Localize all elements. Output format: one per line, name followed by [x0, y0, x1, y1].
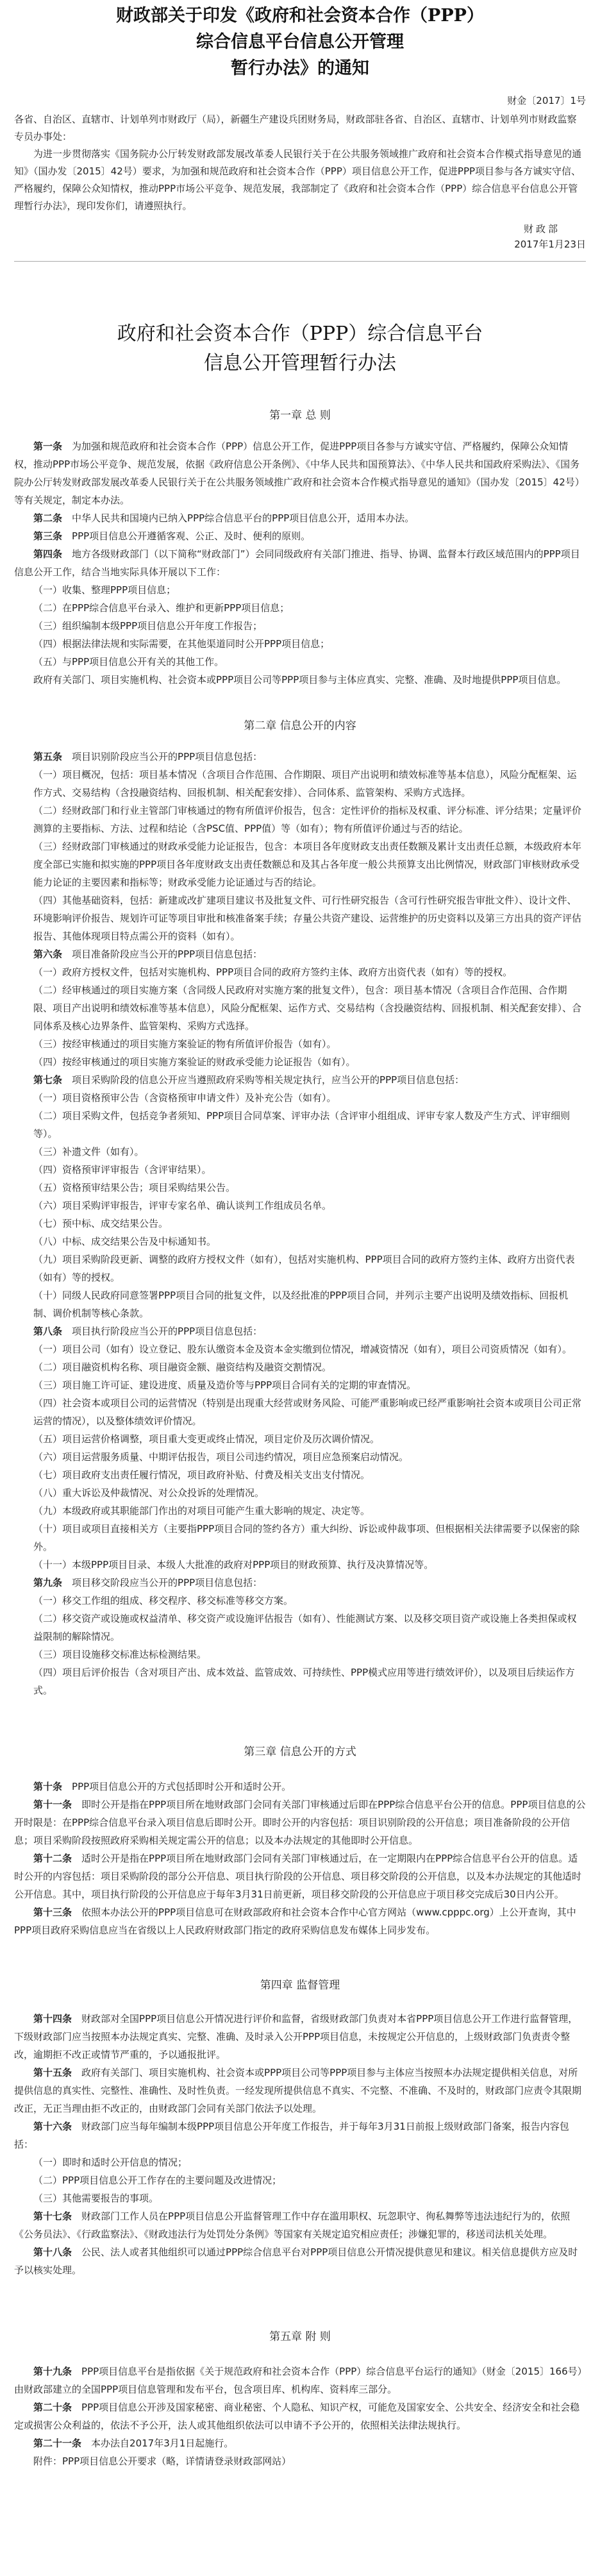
article-text: PPP项目信息平台是指依据《关于规范政府和社会资本合作（PPP）综合信息平台运行的通知》（财金〔2015〕166号）由财政部建立的全国PPP项目信息管理和发布平台，包含项目库、机构库、资料库三部分。	[14, 2366, 583, 2395]
article-paragraph	[14, 527, 586, 545]
notice-title-line: 财政部关于印发《政府和社会资本合作（PPP）	[116, 6, 484, 26]
list-item: （五）项目运营价格调整，项目重大变更或终止情况，项目定价及历次调价情况。	[33, 1433, 380, 1445]
list-item: （四）社会资本或项目公司的运营情况（特别是出现重大经营或财务风险、可能严重影响或已经严重影响社会资本或项目公司正常运营的情况），以及整体绩效评价情况。	[33, 1397, 582, 1427]
list-item: （一）项目概况，包括：项目基本情况（含项目合作范围、合作期限、项目产出说明和绩效标准等基本信息），风险分配框架、运作方式、交易结构（含投融资结构、回报机制、相关配套安排）、合同体系、监管架构、采购方式选择。	[33, 769, 577, 798]
list-item: （二）项目融资机构名称、项目融资金额、融资结构及融资交割情况。	[33, 1361, 332, 1373]
article-text: 公民、法人或者其他组织可以通过PPP综合信息平台对PPP项目信息公开情况提供意见和建议。相关信息提供方应及时予以核实处理。	[14, 2246, 578, 2276]
article-number: 第三条	[33, 530, 63, 542]
addressee: 各省、自治区、直辖市、计划单列市财政厅（局），新疆生产建设兵团财务局，财政部驻各省、自治区、直辖市、计划单列市财政监察专员办事处：	[14, 114, 577, 142]
article-paragraph	[14, 671, 586, 689]
article-paragraph	[14, 2243, 586, 2279]
article-paragraph	[14, 2010, 586, 2064]
list-item: （七）预中标、成交结果公告。	[33, 1218, 169, 1229]
article-number: 第九条	[33, 1577, 63, 1588]
list-item: （三）项目施工许可证、建设进度、质量及造价等与PPP项目合同有关的定期的审查情况。	[33, 1379, 417, 1391]
list-item: （十）同级人民政府同意签署PPP项目合同的批复文件，以及经批准的PPP项目合同，并列示主要产出说明及绩效指标、回报机制、调价机制等核心条款。	[33, 1290, 569, 1319]
article-number: 第二十条	[33, 2402, 72, 2413]
article-text: 中华人民共和国境内已纳入PPP综合信息平台的PPP项目信息公开，适用本办法。	[72, 512, 415, 524]
article-number: 第五条	[33, 751, 63, 762]
article-number: 第十九条	[33, 2366, 72, 2377]
list-item: （十）项目或项目直接相关方（主要指PPP项目合同的签约各方）重大纠纷、诉讼或仲裁事项、但根据相关法律需要予以保密的除外。	[33, 1523, 580, 1553]
article-number: 第十六条	[33, 2121, 72, 2132]
article-paragraph	[14, 945, 586, 963]
article-paragraph	[14, 2452, 586, 2470]
list-item: （八）重大诉讼及仲裁情况、对公众投诉的处理情况。	[33, 1487, 265, 1499]
article-text: PPP项目信息公开遵循客观、公正、及时、便利的原则。	[72, 530, 311, 542]
article-paragraph	[14, 2207, 586, 2243]
notice-title-line: 综合信息平台信息公开管理	[196, 32, 404, 52]
article-paragraph	[14, 437, 586, 509]
notice-body-paragraph: 为进一步贯彻落实《国务院办公厅转发财政部发展改革委人民银行关于在公共服务领域推广政府和社会资本合作模式指导意见的通知》（国办发〔2015〕42号）要求，为加强和规范政府和社会资本合作（PPP）项目信息公开工作，促进PPP项目参与各方诚实守信、严格履约，保障公众知情权，推动PPP市场公平竞争、规范发展，我部制定了《政府和社会资本合作（PPP）综合信息平台信息公开管理暂行办法》，现印发你们，请遵照执行。	[14, 148, 582, 212]
article-text: 项目识别阶段应当公开的PPP项目信息包括：	[72, 751, 263, 762]
list-item: （四）资格预审评审报告（含评审结果）。	[33, 1164, 212, 1175]
article-paragraph	[14, 1796, 586, 1849]
article-number: 第十四条	[33, 2013, 72, 2025]
article-paragraph	[14, 2117, 586, 2153]
article-number: 第四条	[33, 548, 63, 560]
list-item: （四）其他基础资料，包括：新建或改扩建项目建议书及批复文件、可行性研究报告（含可行性研究报告审批文件）、设计文件、环境影响评价报告、规划许可证等项目审批和核准备案手续；存量公共资产建设、运营维护的历史资料以及第三方出具的资产评估报告、其他体现项目特点需公开的资料（如有）。	[33, 895, 582, 942]
chapter-heading: 第一章 总 则	[269, 409, 331, 422]
list-item: （一）政府方授权文件，包括对实施机构、PPP项目合同的政府方签约主体、政府方出资代表（如有）等的授权。	[33, 966, 513, 978]
list-item: （三）补遗文件（如有）。	[33, 1146, 144, 1158]
article-text: 项目执行阶段应当公开的PPP项目信息包括：	[72, 1326, 263, 1337]
article-text: 本办法自2017年3月1日起施行。	[91, 2437, 234, 2449]
article-number: 第十条	[33, 1781, 63, 1792]
article-paragraph	[14, 1071, 586, 1089]
list-item: （二）移交资产或设施或权益清单、移交资产或设施评估报告（如有）、性能测试方案、以及移交项目资产或设施上各类担保或权益限制的解除情况。	[33, 1613, 577, 1642]
article-paragraph	[14, 2064, 586, 2117]
article-paragraph	[14, 748, 586, 766]
article-text: 项目准备阶段应当公开的PPP项目信息包括：	[72, 948, 263, 960]
list-item: （四）项目后评价报告（含对项目产出、成本效益、监管成效、可持续性、PPP模式应用等进行绩效评价），以及项目后续运作方式。	[33, 1667, 575, 1696]
article-number: 第十二条	[33, 1853, 72, 1864]
article-paragraph	[14, 2434, 586, 2452]
article-paragraph	[14, 1903, 586, 1939]
chapters-container	[14, 408, 586, 2470]
list-item: （二）在PPP综合信息平台录入、维护和更新PPP项目信息；	[33, 602, 290, 614]
chapter-heading: 第五章 附 则	[269, 2330, 331, 2343]
article-paragraph	[14, 509, 586, 527]
list-item: （六）项目采购评审报告，评审专家名单、确认谈判工作组成员名单。	[33, 1200, 332, 1211]
article-text: 附件：PPP项目信息公开要求（略，详情请登录财政部网站）	[33, 2455, 292, 2467]
list-item: （六）项目运营服务质量、中期评估报告，项目公司违约情况，项目应急预案启动情况。	[33, 1451, 409, 1463]
article-number: 第十五条	[33, 2067, 72, 2078]
notice-title	[14, 0, 586, 81]
list-item: （一）收集、整理PPP项目信息；	[33, 584, 176, 596]
article-number: 第六条	[33, 948, 63, 960]
measures-title-line: 政府和社会资本合作（PPP）综合信息平台	[117, 323, 483, 345]
list-item: （四）根据法律法规和实际需要，在其他渠道同时公开PPP项目信息；	[33, 638, 330, 650]
document-number: 财金〔2017〕1号	[507, 95, 586, 106]
article-text: 项目移交阶段应当公开的PPP项目信息包括：	[72, 1577, 263, 1588]
list-item: （十一）本级PPP项目目录、本级人大批准的政府对PPP项目的财政预算、执行及决算情况等。	[33, 1559, 434, 1570]
measures-title	[14, 319, 586, 378]
article-text: 项目采购阶段的信息公开应当遵照政府采购等相关规定执行，应当公开的PPP项目信息包括：	[72, 1074, 465, 1086]
article-text: 财政部门应当每年编制本级PPP项目信息公开年度工作报告，并于每年3月31日前报上级财政部门备案，报告内容包括：	[14, 2121, 569, 2150]
list-item: （一）移交工作组的组成、移交程序、移交标准等移交方案。	[33, 1595, 294, 1606]
chapter-heading: 第二章 信息公开的内容	[244, 720, 356, 732]
list-item: （八）中标、成交结果公告及中标通知书。	[33, 1236, 217, 1247]
article-paragraph	[14, 1322, 586, 1340]
article-number: 第二条	[33, 512, 63, 524]
article-text: PPP项目信息公开的方式包括即时公开和适时公开。	[72, 1781, 292, 1792]
list-item: （七）项目政府支出责任履行情况，项目政府补贴、付费及相关支出支付情况。	[33, 1469, 371, 1481]
article-number: 第十一条	[33, 1799, 72, 1810]
signer: 财政部	[523, 223, 560, 235]
article-number: 第二十一条	[33, 2437, 82, 2449]
article-paragraph	[14, 1849, 586, 1903]
measures-title-line: 信息公开管理暂行办法	[204, 352, 396, 375]
article-number: 第一条	[33, 441, 63, 452]
article-text: 适时公开是指在PPP项目所在地财政部门会同有关部门审核通过后，在一定期限内在PPP综合信息平台公开的信息。适时公开的内容包括：项目采购阶段的部分公开信息、项目执行阶段的公开信息、项目移交阶段的公开信息，以及本办法规定的其他适时公开信息。其中，项目执行阶段的公开信息应于每年3月31日前更新，项目移交阶段的公开信息应于项目移交完成后30日内公开。	[14, 1853, 582, 1900]
section-divider	[14, 261, 586, 262]
article-paragraph	[14, 1778, 586, 1796]
article-text: 财政部对全国PPP项目信息公开情况进行评价和监督，省级财政部门负责对本省PPP项目信息公开工作进行监督管理，下级财政部门应当按照本办法规定真实、完整、准确、及时录入公开PPP项目信息，未按规定公开信息的，上级财政部门负责责令整改，逾期拒不改正或情节严重的，予以通报批评。	[14, 2013, 578, 2060]
article-text: 财政部门工作人员在PPP项目信息公开监督管理工作中存在滥用职权、玩忽职守、徇私舞弊等违法违纪行为的，依照《公务员法》、《行政监察法》、《财政违法行为处罚处分条例》等国家有关规定追究相应责任；涉嫌犯罪的，移送司法机关处理。	[14, 2210, 571, 2240]
list-item: （四）按经审核通过的项目实施方案验证的财政承受能力论证报告（如有）。	[33, 1056, 356, 1068]
article-text: PPP项目信息公开涉及国家秘密、商业秘密、个人隐私、知识产权，可能危及国家安全、公共安全、经济安全和社会稳定或损害公众利益的，依法不予公开，法人或其他组织依法可以申请不予公开的，依照相关法律法规执行。	[14, 2402, 580, 2431]
list-item: （五）与PPP项目信息公开有关的其他工作。	[33, 656, 224, 668]
article-text: 政府有关部门、项目实施机构、社会资本或PPP项目公司等PPP项目参与主体应当按照本办法规定提供相关信息，对所提供信息的真实性、完整性、准确性、及时性负责。一经发现所提供信息不真实、不完整、不准确、不及时的，财政部门应责令其限期改正，无正当理由拒不改正的，由财政部门会同有关部门依法予以处理。	[14, 2067, 582, 2114]
article-paragraph	[14, 2398, 586, 2434]
list-item: （三）组织编制本级PPP项目信息公开年度工作报告；	[33, 620, 263, 632]
article-paragraph	[14, 545, 586, 581]
list-item: （五）资格预审结果公告；项目采购结果公告。	[33, 1182, 236, 1193]
list-item: （九）项目采购阶段更新、调整的政府方授权文件（如有），包括对实施机构、PPP项目合同的政府方签约主体、政府方出资代表（如有）等的授权。	[33, 1254, 575, 1283]
article-text: 依照本办法公开的PPP项目信息可在财政部政府和社会资本合作中心官方网站（www.cpppc.org）上公开查询，其中PPP项目政府采购信息应当在省级以上人民政府财政部门指定的政府采购信息发布媒体上同步发布。	[14, 1907, 576, 1936]
list-item: （一）即时和适时公开信息的情况；	[33, 2157, 188, 2168]
article-number: 第八条	[33, 1326, 63, 1337]
article-number: 第十七条	[33, 2210, 72, 2222]
list-item: （二）项目采购文件，包括竞争者须知、PPP项目合同草案、评审办法（含评审小组组成、评审专家人数及产生方式、评审细则等）。	[33, 1110, 571, 1140]
list-item: （九）本级政府或其职能部门作出的对项目可能产生重大影响的规定、决定等。	[33, 1505, 371, 1517]
list-item: （一）项目公司（如有）设立登记、股东认缴资本金及资本金实缴到位情况，增减资情况（如有），项目公司资质情况（如有）。	[33, 1343, 572, 1355]
article-number: 第七条	[33, 1074, 63, 1086]
list-item: （二）经审核通过的项目实施方案（含同级人民政府对实施方案的批复文件），包含：项目基本情况（含项目合作范围、合作期限、项目产出说明和绩效标准等基本信息），风险分配框架、运作方式、交易结构（含投融资结构、回报机制、相关配套安排）、合同体系及核心边界条件、监管架构、采购方式选择。	[33, 984, 582, 1032]
notice-title-line: 暂行办法》的通知	[231, 58, 369, 78]
list-item: （二）PPP项目信息公开工作存在的主要问题及改进情况；	[33, 2175, 282, 2186]
article-text: 即时公开是指在PPP项目所在地财政部门会同有关部门审核通过后即在PPP综合信息平台公开的信息。PPP项目信息的公开时限是：在PPP综合信息平台录入项目信息后即时公开。即时公开的内容包括：项目识别阶段的公开信息；项目准备阶段的公开信息；项目采购阶段按照政府采购相关规定需公开的信息；以及本办法规定的其他即时公开信息。	[14, 1799, 586, 1846]
list-item: （三）其他需要报告的事项。	[33, 2193, 159, 2204]
list-item: （三）按经审核通过的项目实施方案验证的物有所值评价报告（如有）。	[33, 1038, 337, 1050]
article-paragraph	[14, 1574, 586, 1592]
list-item: （二）经财政部门和行业主管部门审核通过的物有所值评价报告，包含：定性评价的指标及权重、评分标准、评分结果；定量评价测算的主要指标、方法、过程和结论（含PSC值、PPP值）等（如有）；物有所值评价通过与否的结论。	[33, 805, 582, 834]
issue-date: 2017年1月23日	[514, 239, 586, 250]
article-number: 第十三条	[33, 1907, 72, 1918]
list-item: （三）项目设施移交标准达标检测结果。	[33, 1649, 207, 1660]
article-number: 第十八条	[33, 2246, 72, 2258]
article-text: 政府有关部门、项目实施机构、社会资本或PPP项目公司等PPP项目参与主体应真实、完整、准确、及时地提供PPP项目信息。	[33, 674, 567, 686]
article-text: 地方各级财政部门（以下简称“财政部门”）会同同级政府有关部门推进、指导、协调、监督本行政区域范围内的PPP项目信息公开工作，结合当地实际具体开展以下工作：	[14, 548, 580, 578]
chapter-heading: 第四章 监督管理	[260, 1979, 340, 1992]
article-text: 为加强和规范政府和社会资本合作（PPP）信息公开工作，促进PPP项目各参与方诚实守信、严格履约，保障公众知情权，推动PPP市场公平竞争、规范发展，依据《政府信息公开条例》、《中华人民共和国预算法》、《中华人民共和国政府采购法》、《国务院办公厅转发财政部发展改革委人民银行关于在公共服务领域推广政府和社会资本合作模式指导意见的通知》（国办发〔2015〕42号）等有关规定，制定本办法。	[14, 441, 585, 506]
list-item: （一）项目资格预审公告（含资格预审申请文件）及补充公告（如有）。	[33, 1092, 337, 1104]
list-item: （三）经财政部门审核通过的财政承受能力论证报告，包含：本项目各年度财政支出责任数额及累计支出责任总额，本级政府本年度全部已实施和拟实施的PPP项目各年度财政支出责任数额总和及其占各年度一般公共预算支出比例情况，财政部门审核财政承受能力论证的主要因素和指标等；财政承受能力论证通过与否的结论。	[33, 841, 582, 888]
article-paragraph	[14, 2362, 586, 2398]
chapter-heading: 第三章 信息公开的方式	[244, 1746, 356, 1758]
